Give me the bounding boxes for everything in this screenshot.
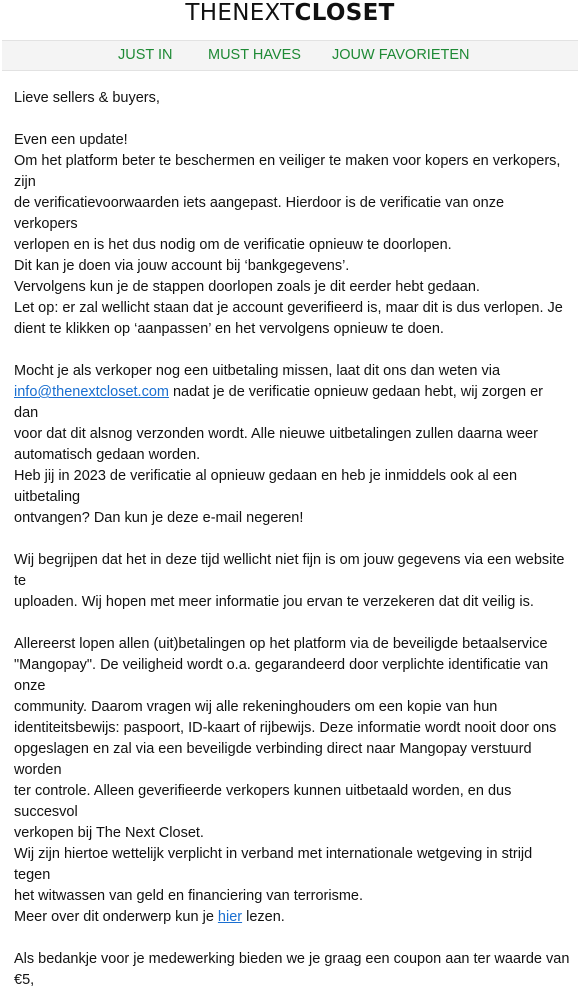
- p5-line-1: Als bedankje voor je medewerking bieden we je graag een coupon aan ter waarde van €5,: [14, 951, 570, 988]
- p4-line-1: Allereerst lopen allen (uit)betalingen op het platform via de beveiligde betaalservice: [14, 636, 548, 652]
- nav-just-in[interactable]: JUST IN: [118, 47, 173, 63]
- email-body: [14, 88, 570, 991]
- logo-closet: CLOSET: [294, 0, 395, 26]
- p2-line-6: ontvangen? Dan kun je deze e-mail negeren!: [14, 510, 304, 526]
- p4-line-3: community. Daarom vragen wij alle rekeninghouders om een kopie van hun: [14, 699, 498, 715]
- p4-line-7: verkopen bij The Next Closet.: [14, 825, 204, 841]
- p4-line-10: [14, 907, 570, 928]
- p1-line-5: Dit kan je doen via jouw account bij ‘bankgegevens’.: [14, 258, 350, 274]
- nav-must-haves[interactable]: MUST HAVES: [208, 47, 301, 63]
- logo-the: THE: [185, 0, 233, 26]
- p1-line-1: Even een update!: [14, 132, 128, 148]
- brand-logo[interactable]: [0, 0, 580, 30]
- p1-line-3: de verificatievoorwaarden iets aangepast. Hierdoor is de verificatie van onze verkopers: [14, 195, 505, 232]
- p1-line-2: Om het platform beter te beschermen en veiliger te maken voor kopers en verkopers, zijn: [14, 153, 561, 190]
- p4-line-6: ter controle. Alleen geverifieerde verkopers kunnen uitbetaald worden, en dus succesvol: [14, 783, 512, 820]
- top-nav: [2, 40, 578, 71]
- p4-line-2: "Mangopay". De veiligheid wordt o.a. gegarandeerd door verplichte identificatie van onze: [14, 657, 549, 694]
- p1-line-6: Vervolgens kun je de stappen doorlopen zoals je dit eerder hebt gedaan.: [14, 279, 480, 295]
- nav-jouw-favorieten[interactable]: JOUW FAVORIETEN: [332, 47, 470, 63]
- p2-line-3: voor dat dit alsnog verzonden wordt. Alle nieuwe uitbetalingen zullen daarna weer: [14, 426, 538, 442]
- p2-line-4: automatisch gedaan worden.: [14, 447, 201, 463]
- p1-line-7: Let op: er zal wellicht staan dat je account geverifieerd is, maar dit is dus verlopen. Je: [14, 300, 563, 316]
- p4-line-4: identiteitsbewijs: paspoort, ID-kaart of rijbewijs. Deze informatie wordt nooit door ons: [14, 720, 557, 736]
- p4-line-10-pre: Meer over dit onderwerp kun je: [14, 909, 218, 925]
- p4-line-9: het witwassen van geld en financiering van terrorisme.: [14, 888, 363, 904]
- more-info-link[interactable]: hier: [217, 909, 243, 925]
- support-email-link[interactable]: info@thenextcloset.com: [14, 384, 169, 400]
- p1-line-8: dient te klikken op ‘aanpassen’ en het vervolgens opnieuw te doen.: [14, 321, 444, 337]
- p2-line-5: Heb jij in 2023 de verificatie al opnieuw gedaan en heb je inmiddels ook al een uitbetaling: [14, 468, 518, 505]
- p2-line-1: Mocht je als verkoper nog een uitbetaling missen, laat dit ons dan weten via: [14, 363, 501, 379]
- logo-next: NEXT: [232, 0, 295, 26]
- p3-line-2: uploaden. Wij hopen met meer informatie jou ervan te verzekeren dat dit veilig is.: [14, 594, 534, 610]
- p4-line-5: opgeslagen en zal via een beveiligde verbinding direct naar Mangopay verstuurd worden: [14, 741, 532, 778]
- p3-line-1: Wij begrijpen dat het in deze tijd wellicht niet fijn is om jouw gegevens via een website te: [14, 552, 565, 589]
- p4-line-10-post: lezen.: [242, 909, 285, 925]
- p1-line-4: verlopen en is het dus nodig om de verificatie opnieuw te doorlopen.: [14, 237, 452, 253]
- p4-line-8: Wij zijn hiertoe wettelijk verplicht in verband met internationale wetgeving in strijd tegen: [14, 846, 533, 883]
- p2-line-2-rest: nadat je de verificatie opnieuw gedaan hebt, wij zorgen er dan: [14, 384, 543, 421]
- p2-line-2: [14, 382, 570, 424]
- greeting: Lieve sellers & buyers,: [14, 90, 160, 106]
